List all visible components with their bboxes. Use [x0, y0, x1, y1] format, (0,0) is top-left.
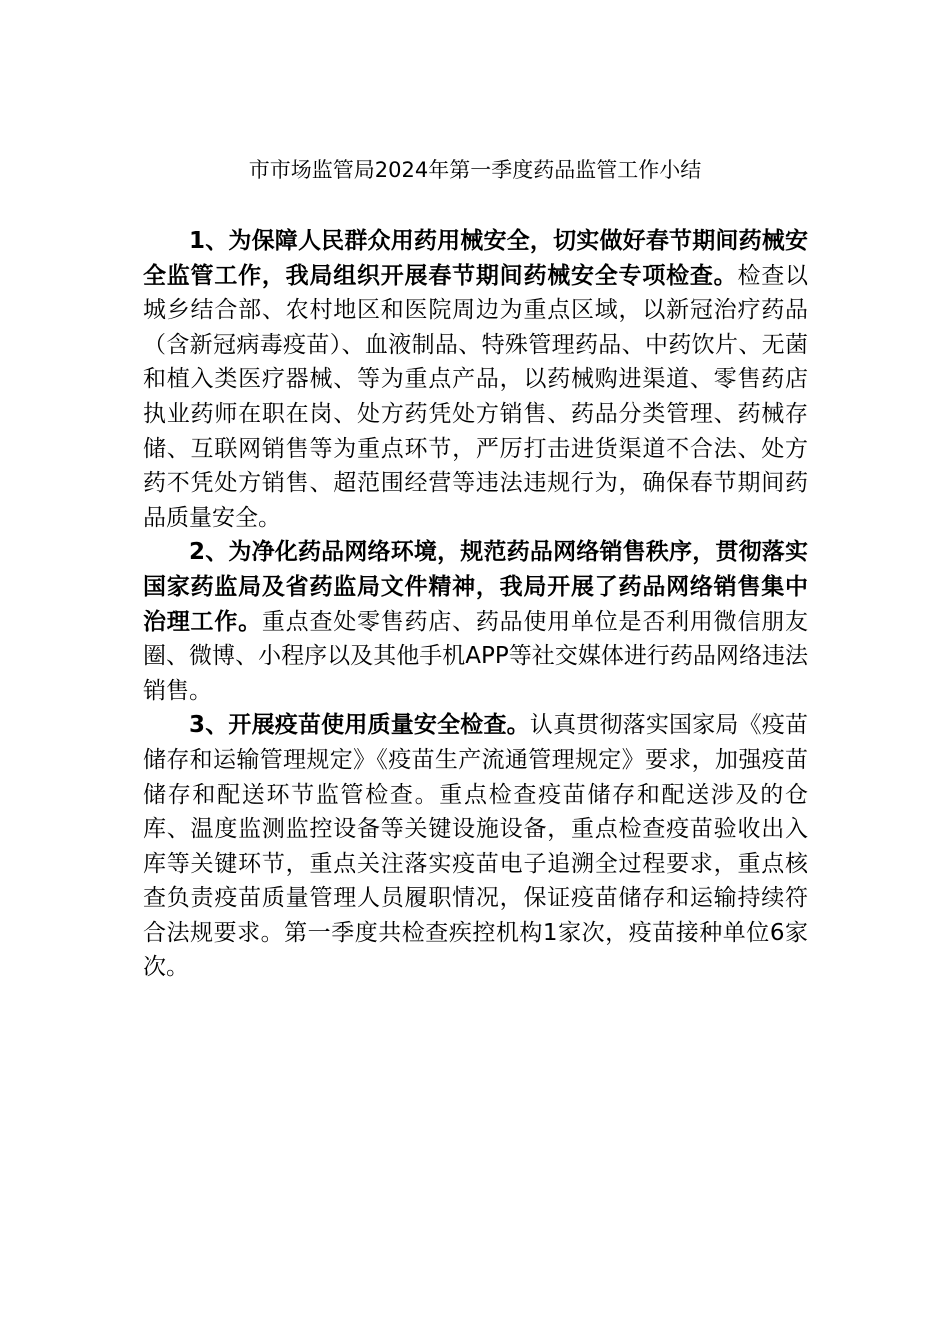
document-title: 市市场监管局2024年第一季度药品监管工作小结: [248, 158, 702, 182]
paragraph-2: [143, 535, 808, 708]
paragraph-3-lead: 3、开展疫苗使用质量安全检查。: [189, 712, 530, 739]
paragraph-1-body: 检查以城乡结合部、农村地区和医院周边为重点区域，以新冠治疗药品（含新冠病毒疫苗）、血液制品、特殊管理药品、中药饮片、无菌和植入类医疗器械、等为重点产品，以药械购进渠道、零售药店执业药师在职在岗、处方药凭处方销售、药品分类管理、药械存储、互联网销售等为重点环节，严厉打击进货渠道不合法、处方药不凭处方销售、超范围经营等违法违规行为，确保春节期间药品质量安全。: [143, 262, 809, 531]
paragraph-1-lead: 1、为保障人民群众用药用械安全，切实做好春节期间药械安全监管工作，我局组织开展春节期间药械安全专项检查。: [143, 228, 808, 289]
paragraph-2-lead: 2、为净化药品网络环境，规范药品网络销售秩序，贯彻落实国家药监局及省药监局文件精神，我局开展了药品网络销售集中治理工作。: [143, 539, 808, 635]
paragraph-3: [143, 708, 808, 985]
paragraph-3-body: 认真贯彻落实国家局《疫苗储存和运输管理规定》《疫苗生产流通管理规定》要求，加强疫苗储存和配送环节监管检查。重点检查疫苗储存和配送涉及的仓库、温度监测监控设备等关键设施设备，重点检查疫苗验收出入库等关键环节，重点关注落实疫苗电子追溯全过程要求，重点核查负责疫苗质量管理人员履职情况，保证疫苗储存和运输持续符合法规要求。第一季度共检查疾控机构1家次，疫苗接种单位6家次。: [143, 712, 808, 981]
document-body: [143, 224, 808, 985]
paragraph-2-body: 重点查处零售药店、药品使用单位是否利用微信朋友圈、微博、小程序以及其他手机APP等社交媒体进行药品网络违法销售。: [143, 608, 809, 704]
paragraph-1: [143, 224, 808, 535]
